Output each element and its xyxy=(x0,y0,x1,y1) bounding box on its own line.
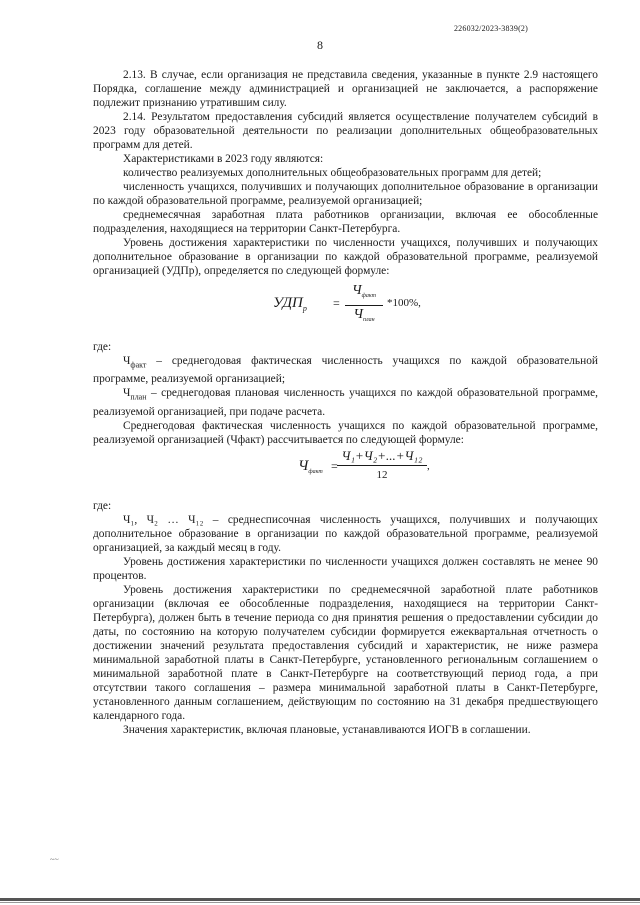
document-body xyxy=(93,68,598,737)
where-label: где: xyxy=(93,341,112,353)
scan-edge xyxy=(0,898,640,901)
page-number: 8 xyxy=(317,38,323,52)
paragraph: Среднегодовая фактическая численность учащихся по каждой образовательной программе, реализуемой организацией (Чфакт) рассчитывается по следующей формуле: xyxy=(93,419,598,446)
paragraph: среднемесячная заработная плата работников организации, включая ее обособленные подразделения, находящиеся на территории Санкт-Петербурга. xyxy=(93,209,598,235)
formula-fraction: Ч₁+Ч₂+...+Ч₁₂ 12 xyxy=(337,449,427,482)
paragraph: 2.14. Результатом предоставления субсидий является осуществление получателем субсидий в 2023 году образовательной деятельности по реализации дополнительных общеобразовательных программ для детей. xyxy=(93,111,598,151)
document-id: 226032/2023-3839(2) xyxy=(453,24,528,33)
paragraph: Уровень достижения характеристики по численности учащихся должен составлять не менее 90 процентов. xyxy=(93,555,598,582)
paragraph: Уровень достижения характеристики по среднемесячной заработной плате работников организации (включая ее обособленные подразделения, находящиеся на территории Санкт-Петербурга), должен быть в течение периода со дня принятия решения о предоставлении субсидии до даты, по состоянию на которую получателем субсидии формируется ежеквартальная отчетность о достижении значений результата предоставления субсидий и характеристик, не ниже размера минимальной заработной платы в Санкт-Петербурге, установленного региональным соглашением о минимальной заработной плате в Санкт-Петербурге на соответствующий период года, а при отсутствии такого соглашения – размера минимальной заработной платы в Санкт-Петербурге, установленного данным соглашением, действующим по состоянию на 31 декабря предшествующего календарного года. xyxy=(93,583,598,722)
paragraph: Уровень достижения характеристики по численности учащихся, получивших и получающих дополнительное образование в организации по каждой образовательной программе, реализуемой организацией (УДПр), определяется по следующей формуле: xyxy=(93,237,598,277)
formula-udp: $УДП_р$ = $Ч_{факт}$ $Ч_{план}$ *100%, xyxy=(93,278,598,340)
paragraph: 2.13. В случае, если организация не представила сведения, указанные в пункте 2.9 настоящего Порядка, соглашение между администрацией и организацией не заключается, а распоряжение подлежит признанию утратившим силу. xyxy=(93,69,598,109)
paragraph: численность учащихся, получивших и получающих дополнительное образование в организации по каждой образовательной программе, реализуемой организацией; xyxy=(93,181,598,207)
definition: Ч₁, Ч₂ … Ч₁₂ – среднесписочная численность учащихся, получивших и получающих дополнительное образование в организации по каждой образовательной программе, реализуемой организацией, за каждый месяц в году. xyxy=(93,513,598,554)
formula-lhs: $Ч_{факт}$ xyxy=(298,457,323,475)
formula-chfakt: $Ч_{факт}$ = Ч₁+Ч₂+...+Ч₁₂ 12 , xyxy=(298,447,430,481)
scan-mark: ~~ xyxy=(50,855,59,864)
scan-edge xyxy=(0,902,640,903)
formula-lhs: $УДП_р$ xyxy=(273,295,307,313)
definition: $Ч_{факт}$ – среднегодовая фактическая численность учащихся по каждой образовательной программе, реализуемой организацией; xyxy=(93,355,598,386)
paragraph: Характеристиками в 2023 году являются: xyxy=(123,153,324,165)
paragraph: Значения характеристик, включая плановые, устанавливаются ИОГВ в соглашении. xyxy=(123,723,531,736)
formula-fraction: $Ч_{факт}$ $Ч_{план}$ xyxy=(345,284,383,327)
paragraph: количество реализуемых дополнительных общеобразовательных программ для детей; xyxy=(123,167,542,179)
definition: $Ч_{план}$ – среднегодовая плановая численность учащихся по каждой образовательной программе, реализуемой организацией, при подаче расчета. xyxy=(93,387,598,418)
where-label: где: xyxy=(93,499,112,512)
